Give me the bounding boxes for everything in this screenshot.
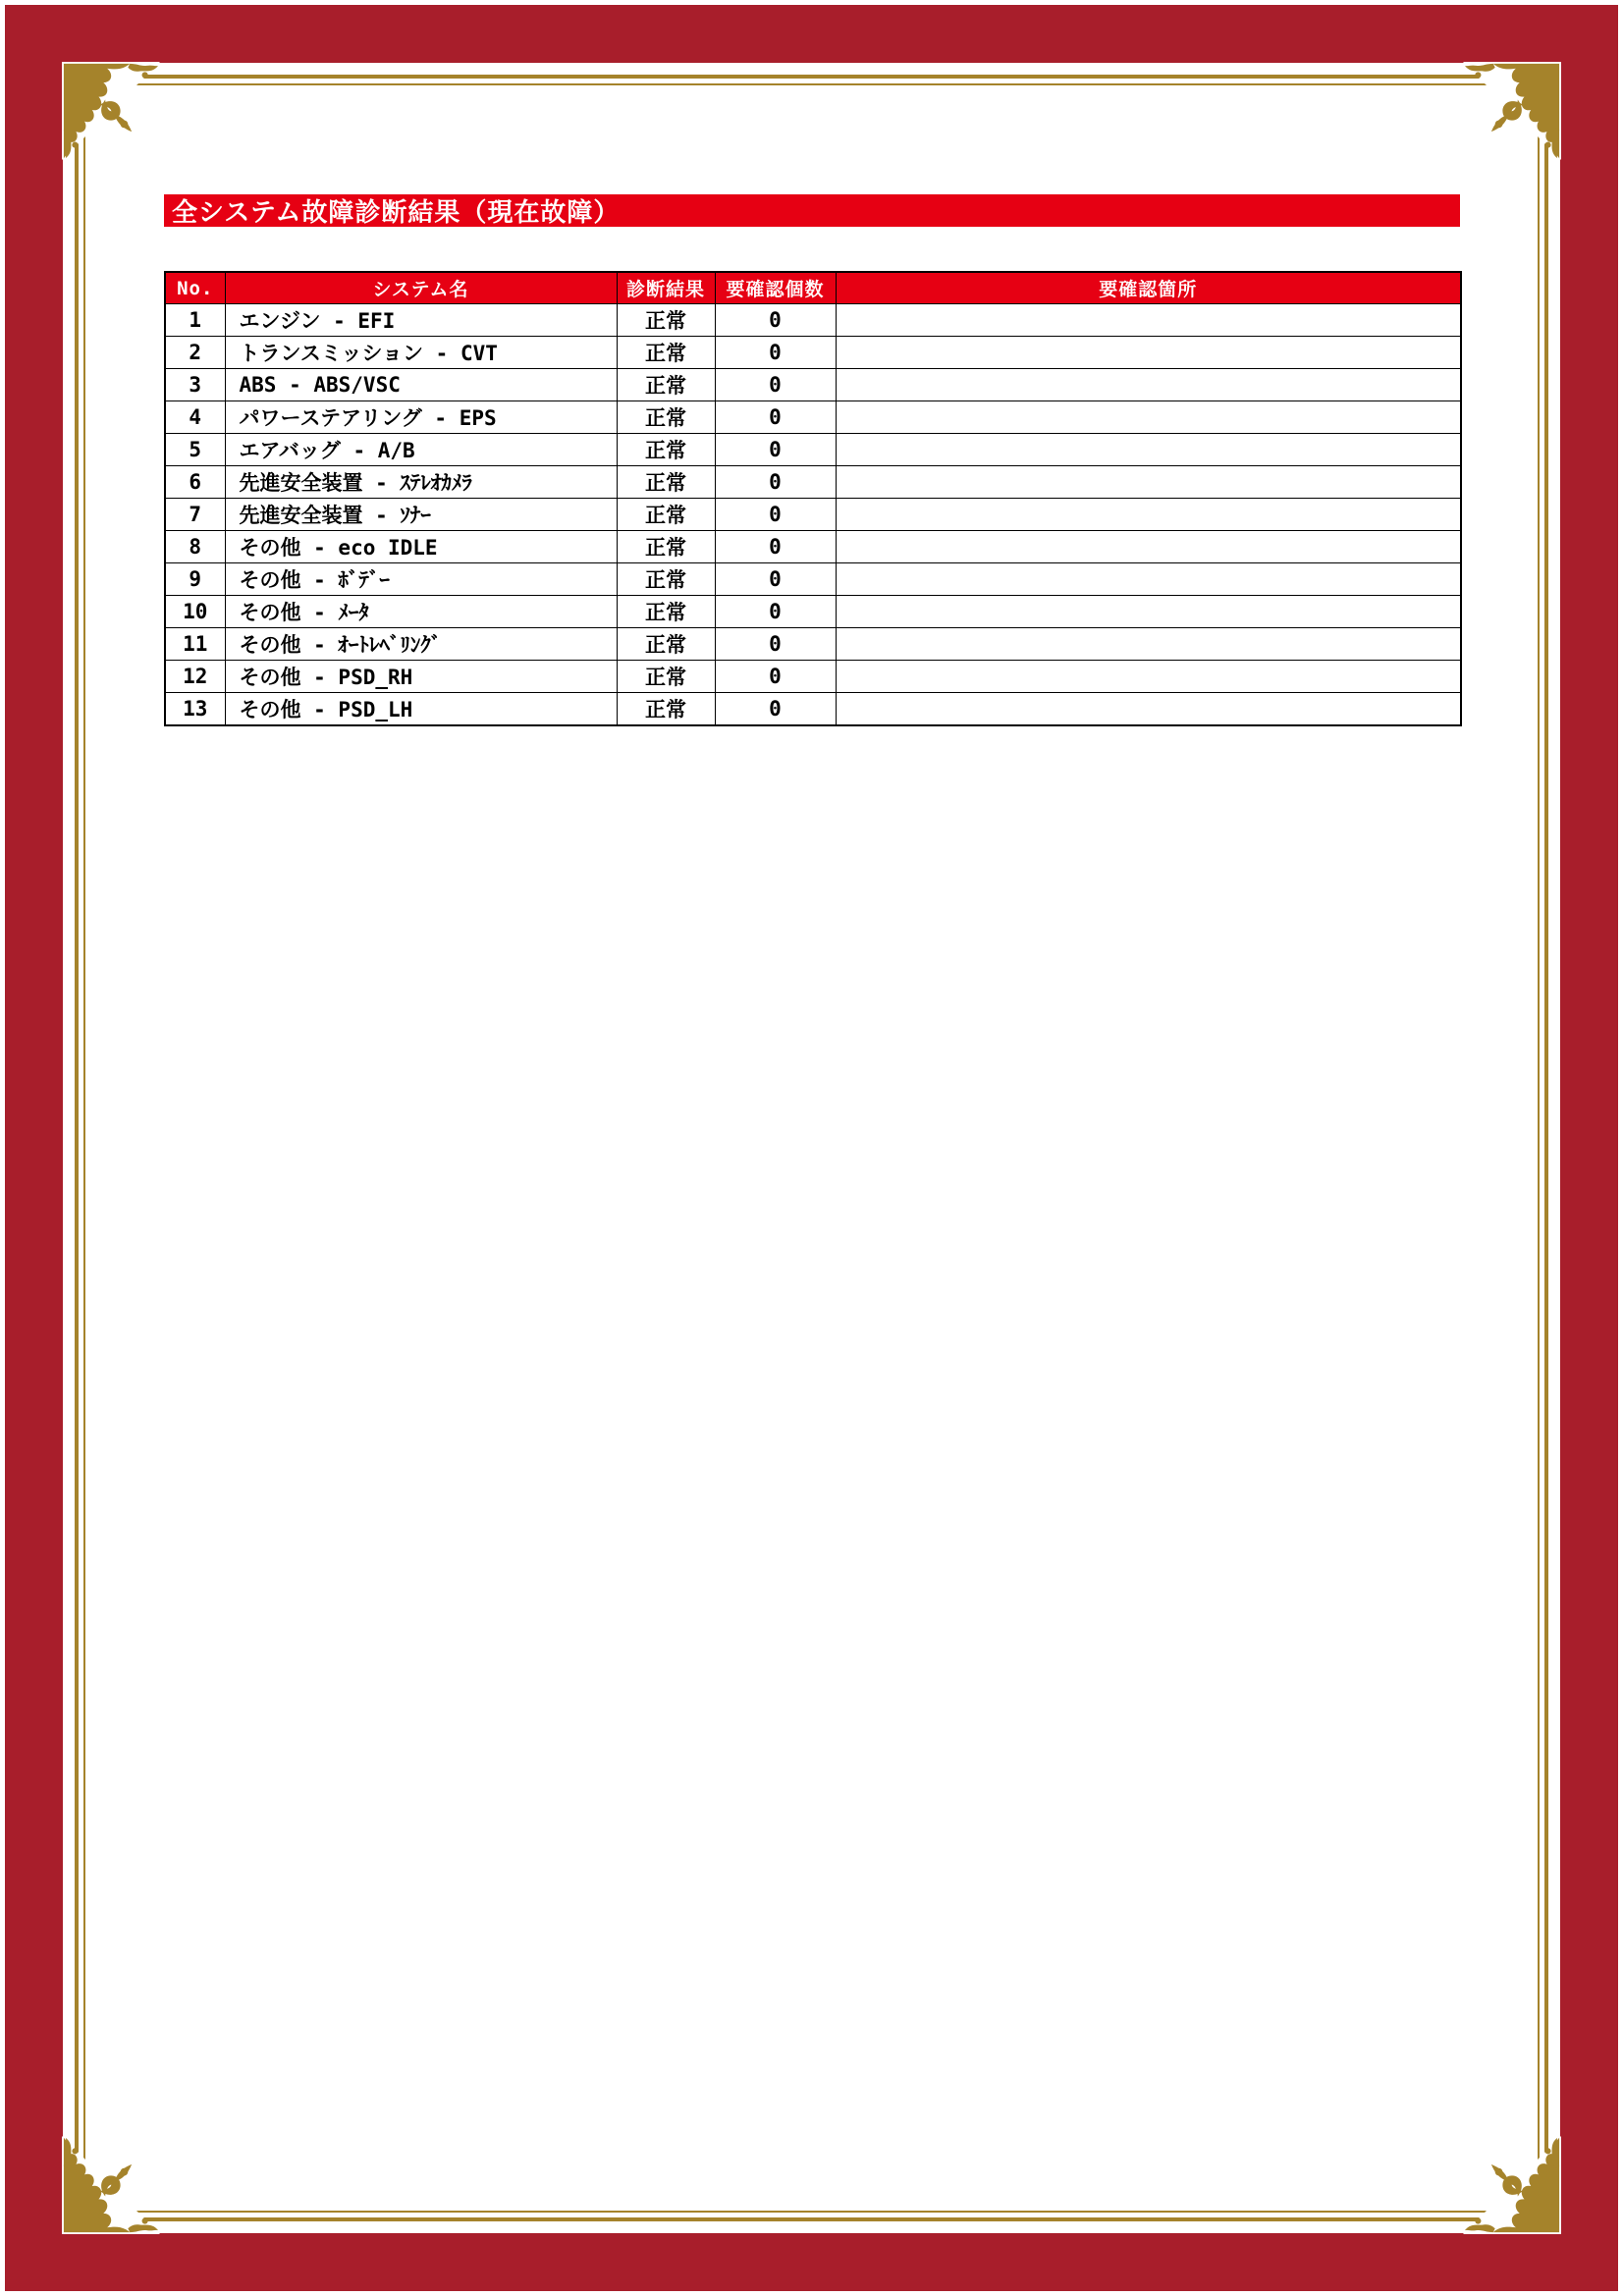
cell-locations bbox=[836, 466, 1461, 499]
cell-system: その他 - PSD_RH bbox=[225, 661, 617, 693]
cell-count: 0 bbox=[715, 661, 836, 693]
cell-result: 正常 bbox=[617, 304, 715, 337]
table-row bbox=[165, 499, 1461, 531]
table-row bbox=[165, 661, 1461, 693]
cell-locations bbox=[836, 401, 1461, 434]
cell-locations bbox=[836, 369, 1461, 401]
cell-count: 0 bbox=[715, 628, 836, 661]
cell-count: 0 bbox=[715, 337, 836, 369]
cell-result: 正常 bbox=[617, 596, 715, 628]
cell-system: その他 - ｵｰﾄﾚﾍﾞﾘﾝｸﾞ bbox=[225, 628, 617, 661]
table-row bbox=[165, 434, 1461, 466]
table-row bbox=[165, 401, 1461, 434]
cell-result: 正常 bbox=[617, 369, 715, 401]
cell-result: 正常 bbox=[617, 337, 715, 369]
cell-system: パワーステアリング - EPS bbox=[225, 401, 617, 434]
cell-locations bbox=[836, 337, 1461, 369]
cell-result: 正常 bbox=[617, 628, 715, 661]
cell-count: 0 bbox=[715, 563, 836, 596]
cell-count: 0 bbox=[715, 693, 836, 726]
column-header-4: 要確認箇所 bbox=[836, 272, 1461, 304]
table-row bbox=[165, 369, 1461, 401]
cell-count: 0 bbox=[715, 596, 836, 628]
cell-no: 3 bbox=[165, 369, 225, 401]
cell-system: エアバッグ - A/B bbox=[225, 434, 617, 466]
cell-result: 正常 bbox=[617, 401, 715, 434]
cell-result: 正常 bbox=[617, 693, 715, 726]
table-row bbox=[165, 628, 1461, 661]
corner-ornament-icon bbox=[1463, 62, 1561, 160]
table-row bbox=[165, 466, 1461, 499]
table-row bbox=[165, 337, 1461, 369]
corner-ornament-icon bbox=[1463, 2136, 1561, 2234]
table-body bbox=[165, 304, 1461, 726]
cell-no: 13 bbox=[165, 693, 225, 726]
cell-count: 0 bbox=[715, 304, 836, 337]
cell-locations bbox=[836, 628, 1461, 661]
table-row bbox=[165, 693, 1461, 726]
table-row bbox=[165, 563, 1461, 596]
cell-locations bbox=[836, 693, 1461, 726]
cell-system: トランスミッション - CVT bbox=[225, 337, 617, 369]
cell-result: 正常 bbox=[617, 434, 715, 466]
cell-no: 9 bbox=[165, 563, 225, 596]
cell-no: 6 bbox=[165, 466, 225, 499]
cell-system: 先進安全装置 - ｽﾃﾚｵｶﾒﾗ bbox=[225, 466, 617, 499]
cell-no: 12 bbox=[165, 661, 225, 693]
cell-count: 0 bbox=[715, 466, 836, 499]
cell-no: 2 bbox=[165, 337, 225, 369]
cell-locations bbox=[836, 563, 1461, 596]
cell-no: 1 bbox=[165, 304, 225, 337]
cell-count: 0 bbox=[715, 531, 836, 563]
cell-count: 0 bbox=[715, 369, 836, 401]
table-row bbox=[165, 531, 1461, 563]
cell-system: その他 - ﾎﾞﾃﾞｰ bbox=[225, 563, 617, 596]
cell-locations bbox=[836, 304, 1461, 337]
table-row bbox=[165, 304, 1461, 337]
cell-result: 正常 bbox=[617, 661, 715, 693]
cell-count: 0 bbox=[715, 401, 836, 434]
cell-count: 0 bbox=[715, 499, 836, 531]
cell-system: エンジン - EFI bbox=[225, 304, 617, 337]
table-header-row bbox=[165, 272, 1461, 304]
cell-no: 11 bbox=[165, 628, 225, 661]
table-row bbox=[165, 596, 1461, 628]
cell-locations bbox=[836, 531, 1461, 563]
column-header-3: 要確認個数 bbox=[715, 272, 836, 304]
column-header-0: No. bbox=[165, 272, 225, 304]
cell-system: その他 - PSD_LH bbox=[225, 693, 617, 726]
cell-no: 4 bbox=[165, 401, 225, 434]
column-header-1: システム名 bbox=[225, 272, 617, 304]
cell-no: 10 bbox=[165, 596, 225, 628]
section-title-bar bbox=[164, 194, 1460, 227]
column-header-2: 診断結果 bbox=[617, 272, 715, 304]
cell-locations bbox=[836, 499, 1461, 531]
cell-result: 正常 bbox=[617, 466, 715, 499]
section-title: 全システム故障診断結果（現在故障） bbox=[172, 198, 621, 228]
cell-system: 先進安全装置 - ｿﾅｰ bbox=[225, 499, 617, 531]
cell-no: 8 bbox=[165, 531, 225, 563]
cell-result: 正常 bbox=[617, 563, 715, 596]
cell-system: その他 - eco IDLE bbox=[225, 531, 617, 563]
cell-locations bbox=[836, 434, 1461, 466]
cell-no: 7 bbox=[165, 499, 225, 531]
cell-no: 5 bbox=[165, 434, 225, 466]
cell-locations bbox=[836, 596, 1461, 628]
diagnosis-table bbox=[164, 271, 1462, 726]
cell-result: 正常 bbox=[617, 531, 715, 563]
cell-system: その他 - ﾒｰﾀ bbox=[225, 596, 617, 628]
corner-ornament-icon bbox=[62, 2136, 160, 2234]
cell-locations bbox=[836, 661, 1461, 693]
cell-count: 0 bbox=[715, 434, 836, 466]
cell-system: ABS - ABS/VSC bbox=[225, 369, 617, 401]
cell-result: 正常 bbox=[617, 499, 715, 531]
corner-ornament-icon bbox=[62, 62, 160, 160]
